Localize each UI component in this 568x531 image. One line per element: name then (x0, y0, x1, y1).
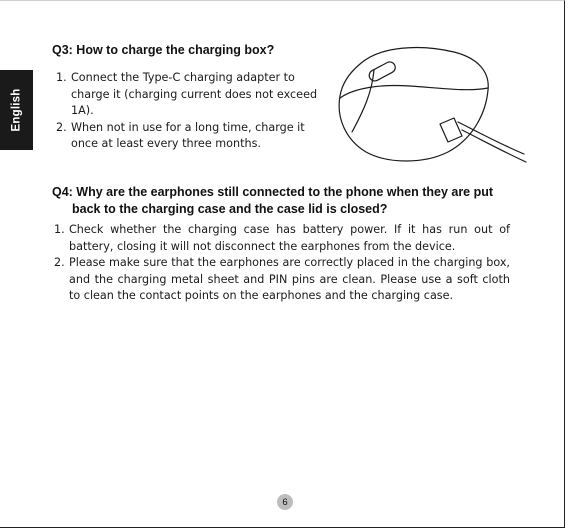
list-item-number: 2. (54, 256, 65, 270)
q4-answer-list (54, 222, 510, 305)
list-item-number: 1. (54, 223, 65, 236)
list-item-number: 1. (56, 71, 67, 84)
q4-heading (52, 184, 512, 218)
list-item (56, 120, 324, 153)
page-number: 6 (277, 494, 293, 510)
list-item-text: Connect the Type-C charging adapter to charge it (charging current does not exceed 1A). (71, 71, 318, 118)
q3-heading: Q3: How to charge the charging box? (52, 43, 275, 57)
list-item-number: 2. (56, 120, 67, 134)
language-tab (0, 70, 33, 150)
list-item (54, 222, 510, 255)
q4-heading-line-2: back to the charging case and the case lid is closed? (72, 202, 388, 216)
list-item (54, 255, 510, 305)
language-tab-label: English (10, 88, 23, 132)
list-item-text: When not in use for a long time, charge it once at least every three months. (71, 120, 305, 151)
charging-case-with-usb-c-cable-icon (328, 40, 528, 180)
list-item-text: Please make sure that the earphones are correctly placed in the charging box, and the charging metal sheet and PIN pins are clean. Please use a soft cloth to clean the contact points on the earphones and the charging case. (69, 256, 510, 303)
q3-answer-list (56, 70, 324, 153)
q4-heading-line-1: Q4: Why are the earphones still connected to the phone when they are put (52, 185, 494, 199)
list-item (56, 70, 324, 120)
list-item-text: Check whether the charging case has battery power. If it has run out of battery, closing it will not disconnect the earphones from the device. (69, 223, 510, 253)
